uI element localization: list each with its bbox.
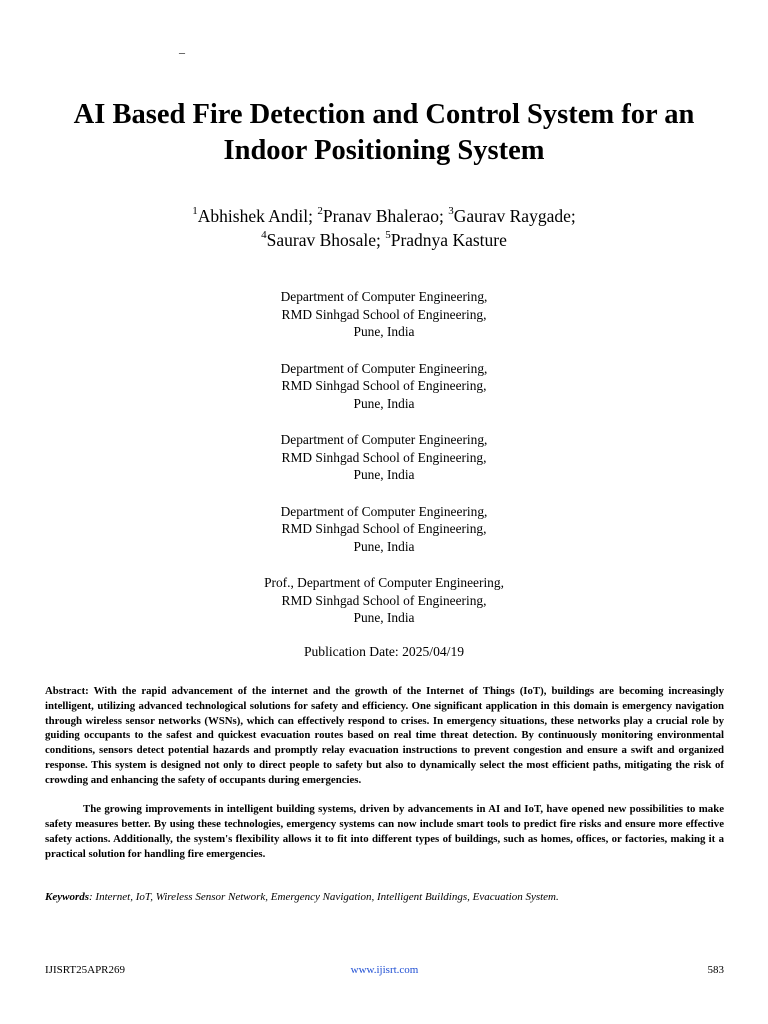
paper-title: [30, 97, 738, 169]
affiliation-list: [100, 288, 668, 646]
affiliation-block: [100, 503, 668, 556]
affiliation-location: Pune, India: [353, 538, 415, 554]
abstract: [45, 684, 724, 862]
affiliation-institution: RMD Sinhgad School of Engineering,: [281, 449, 487, 465]
paper-id: IJISRT25APR269: [45, 964, 126, 976]
affiliation-department: Prof., Department of Computer Engineering,: [264, 575, 504, 590]
author-number: 4: [261, 229, 267, 242]
author-name: Saurav Bhosale;: [266, 230, 381, 250]
author-name: Abhishek Andil;: [197, 206, 313, 226]
abstract-paragraph-2: The growing improvements in intelligent building systems, driven by advancements in AI and IoT, have opened new possibilities to make safety measures better. By using these technologies, emergency systems can now include smart tools to predict fire risks and ensure more effective safety actions. Additionally, the system's flexibility allows it to fit into different types of buildings, such as homes, offices, or factories, making it a practical solution for handling fire emergencies.: [45, 803, 724, 860]
abstract-paragraph-1: Abstract: With the rapid advancement of the internet and the growth of the Internet of Things (IoT), buildings are becoming increasingly intelligent, utilizing advanced technological solutions for safety and efficiency. One significant application in this domain is emergency navigation through wireless sensor networks (WSNs), which can effectively respond to crises. In emergency situations, these networks play a crucial role by guiding occupants to the safest and quickest evacuation routes based on real time threat detection. By continuously monitoring environmental conditions, sensors detect potential hazards and promptly relay evacuation instructions to prevent congestion and ensure a swift and organized response. This system is designed not only to direct people to safety but also to dynamically select the most efficient paths, mitigating the risk of crowding and enhancing the safety of occupants during emergencies.: [45, 685, 724, 786]
affiliation-block: [100, 288, 668, 341]
author-name: Pradnya Kasture: [390, 230, 507, 250]
keywords-text: : Internet, IoT, Wireless Sensor Network, Emergency Navigation, Intelligent Buildings, Evacuation System.: [89, 891, 559, 903]
author-number: 2: [317, 205, 323, 218]
affiliation-block: [100, 360, 668, 413]
title-line-1: AI Based Fire Detection and Control System for an: [73, 99, 695, 130]
publication-date: Publication Date: 2025/04/19: [303, 644, 465, 659]
affiliation-location: Pune, India: [353, 610, 415, 626]
author-name: Pranav Bhalerao;: [322, 206, 444, 226]
author-name: Gaurav Raygade;: [453, 206, 576, 226]
author-number: 3: [448, 205, 454, 218]
affiliation-department: Department of Computer Engineering,: [280, 432, 488, 447]
page-number: 583: [707, 964, 724, 976]
affiliation-location: Pune, India: [353, 467, 415, 483]
author-line-2: [30, 228, 738, 252]
author-list: [30, 204, 738, 252]
affiliation-block: [100, 431, 668, 484]
affiliation-institution: RMD Sinhgad School of Engineering,: [281, 306, 487, 322]
affiliation-institution: RMD Sinhgad School of Engineering,: [281, 592, 487, 608]
keywords-label: Keywords: [45, 891, 89, 903]
title-line-2: Indoor Positioning System: [223, 135, 545, 166]
header-dash: –: [179, 45, 185, 59]
affiliation-department: Department of Computer Engineering,: [280, 289, 488, 304]
journal-website-link[interactable]: www.ijisrt.com: [350, 964, 419, 976]
affiliation-institution: RMD Sinhgad School of Engineering,: [281, 378, 487, 394]
affiliation-location: Pune, India: [353, 395, 415, 411]
author-number: 1: [192, 205, 198, 218]
affiliation-department: Department of Computer Engineering,: [280, 360, 488, 376]
affiliation-department: Department of Computer Engineering,: [280, 503, 488, 519]
affiliation-location: Pune, India: [353, 324, 415, 340]
affiliation-institution: RMD Sinhgad School of Engineering,: [281, 521, 487, 537]
author-line-1: [30, 204, 738, 228]
author-number: 5: [385, 229, 391, 242]
affiliation-block: [100, 574, 668, 627]
keywords: [45, 890, 724, 905]
